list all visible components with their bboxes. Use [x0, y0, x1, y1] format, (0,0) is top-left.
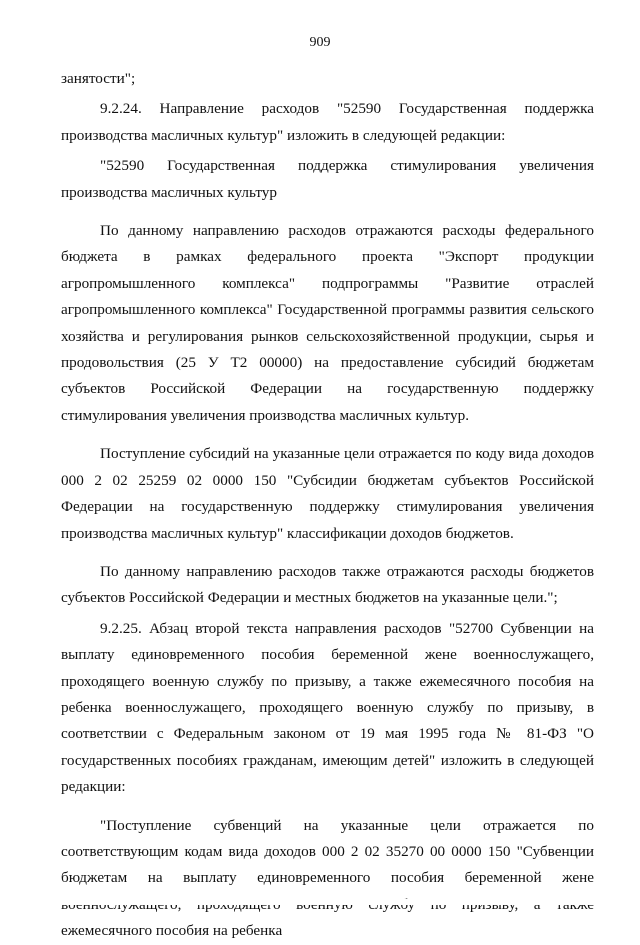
paragraph-item-9-2-24: 9.2.24. Направление расходов "52590 Государственная поддержка производства масличных культур" изложить в следующей редакции:	[61, 100, 594, 144]
page-bottom-edge	[0, 899, 640, 905]
paragraph-expenses-description: По данному направлению расходов отражаются расходы федерального бюджета в рамках федерального проекта "Экспорт продукции агропромышленного комплекса" подпрограммы "Развитие отраслей агропромышленного комплекса" Государственной программы развития сельского хозяйства и регулирования рынков сельскохозяйственной продукции, сырья и продовольствия (25 У Т2 00000) на предоставление субсидий бюджетам субъектов Российской Федерации на государственную поддержку стимулирования увеличения производства масличных культур.	[61, 222, 594, 424]
paragraph-subvention-receipt: "Поступление субвенций на указанные цели отражается по соответствующим кодам вида доходов 000 2 02 35270 00 0000 150 "Субвенции бюджетам на выплату единовременного пособия беременной жене ежемесячного пособия на ребенка	[61, 816, 594, 940]
paragraph-subsidy-receipt: Поступление субсидий на указанные цели отражается по коду вида доходов 000 2 02 25259 02 0000 150 "Субсидии бюджетам субъектов Российской Федерации на государственную поддержку стимулирования увеличения производства масличных культур" классификации доходов бюджетов.	[61, 445, 594, 542]
paragraph-item-9-2-25: 9.2.25. Абзац второй текста направления расходов "52700 Субвенции на выплату единовременного пособия беременной жене военнослужащего, проходящего военную службу по призыву, а также ежемесячного пособия на ребенка военнослужащего, проходящего военную службу по призыву, в соответствии с Федеральным законом от 19 мая 1995 года № 81-ФЗ "О государственных пособиях гражданам, имеющим детей" изложить в следующей редакции:	[61, 619, 594, 796]
paragraph-heading-52590: "52590 Государственная поддержка стимулирования увеличения производства масличных культур	[61, 157, 594, 201]
page-number: 909	[309, 35, 331, 50]
paragraph-continuation: занятости";	[61, 70, 136, 87]
paragraph-regional-expenses: По данному направлению расходов также отражаются расходы бюджетов субъектов Российской Федерации и местных бюджетов на указанные цели.";	[61, 562, 594, 607]
document-body	[61, 66, 594, 945]
